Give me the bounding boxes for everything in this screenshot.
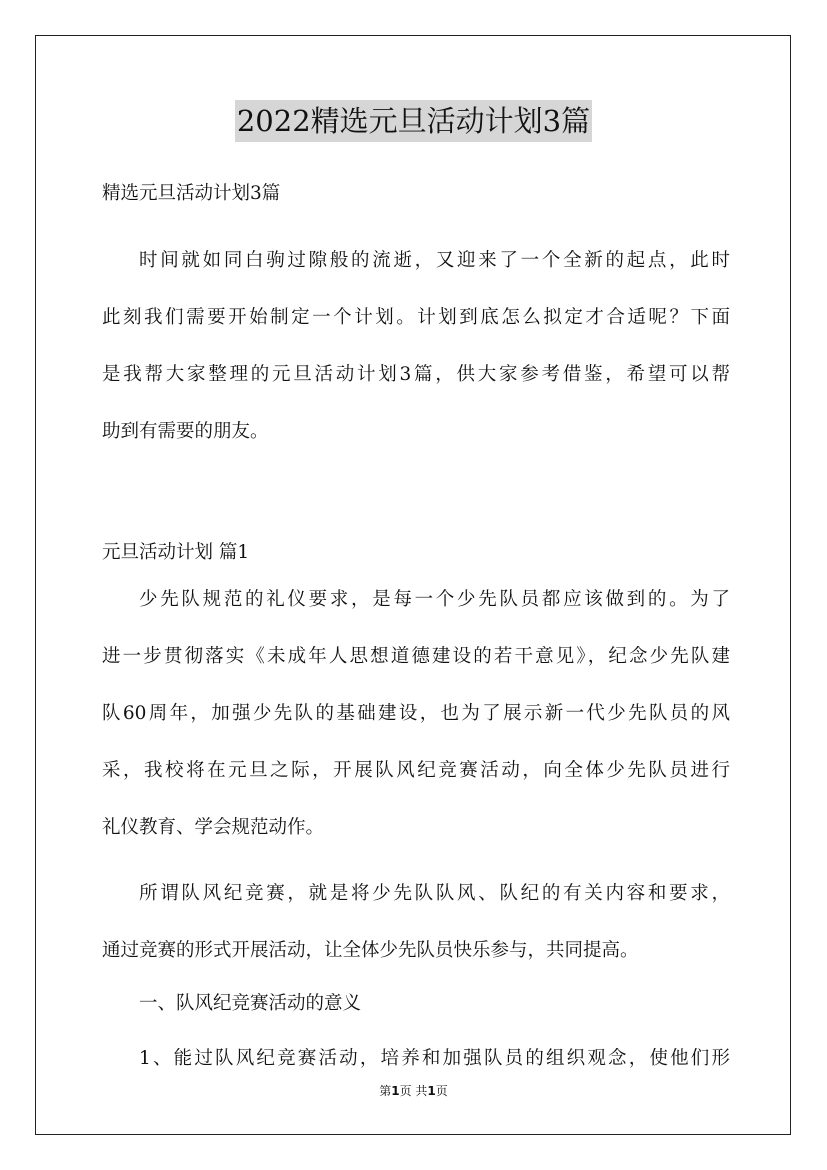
paragraph-line: 通过竞赛的形式开展活动，让全体少先队员快乐参与，共同提高。 [102, 940, 639, 961]
paragraph-line: 1、能过队风纪竞赛活动，培养和加强队员的组织观念，使他们形 [139, 1048, 730, 1069]
document-title-text: 2022精选元旦活动计划3篇 [235, 100, 592, 142]
body-paragraph-3 [102, 1030, 730, 1087]
paragraph-line: 所谓队风纪竞赛，就是将少先队队风、队纪的有关内容和要求， [139, 883, 730, 904]
intro-line: 是我帮大家整理的元旦活动计划3篇，供大家参考借鉴，希望可以帮 [102, 364, 730, 385]
page-footer [0, 1082, 827, 1099]
intro-line: 此刻我们需要开始制定一个计划。计划到底怎么拟定才合适呢？下面 [102, 307, 730, 328]
document-subtitle: 精选元旦活动计划3篇 [102, 183, 281, 204]
document-body [102, 174, 730, 1106]
footer-prefix: 第 [379, 1084, 392, 1098]
intro-line: 助到有需要的朋友。 [102, 421, 269, 442]
subheading: 一、队风纪竞赛活动的意义 [139, 993, 362, 1014]
footer-suffix: 页 [435, 1084, 448, 1098]
paragraph-line: 采，我校将在元旦之际，开展队风纪竞赛活动，向全体少先队员进行 [102, 760, 730, 781]
footer-mid: 页 共 [399, 1084, 428, 1098]
intro-line: 时间就如同白驹过隙般的流逝，又迎来了一个全新的起点，此时 [139, 250, 730, 271]
paragraph-line: 少先队规范的礼仪要求，是每一个少先队员都应该做到的。为了 [139, 589, 730, 610]
paragraph-line: 礼仪教育、学会规范动作。 [102, 817, 325, 838]
paragraph-line: 进一步贯彻落实《未成年人思想道德建设的若干意见》，纪念少先队建 [102, 646, 730, 667]
body-paragraph-1 [102, 571, 730, 856]
footer-page-total: 1 [427, 1084, 436, 1098]
body-paragraph-2 [102, 865, 730, 979]
document-title [0, 100, 827, 142]
intro-paragraph [102, 232, 730, 460]
section-heading: 元旦活动计划 篇1 [102, 542, 250, 563]
footer-page-number: 1 [391, 1084, 400, 1098]
paragraph-line: 队60周年，加强少先队的基础建设，也为了展示新一代少先队员的风 [102, 703, 730, 724]
